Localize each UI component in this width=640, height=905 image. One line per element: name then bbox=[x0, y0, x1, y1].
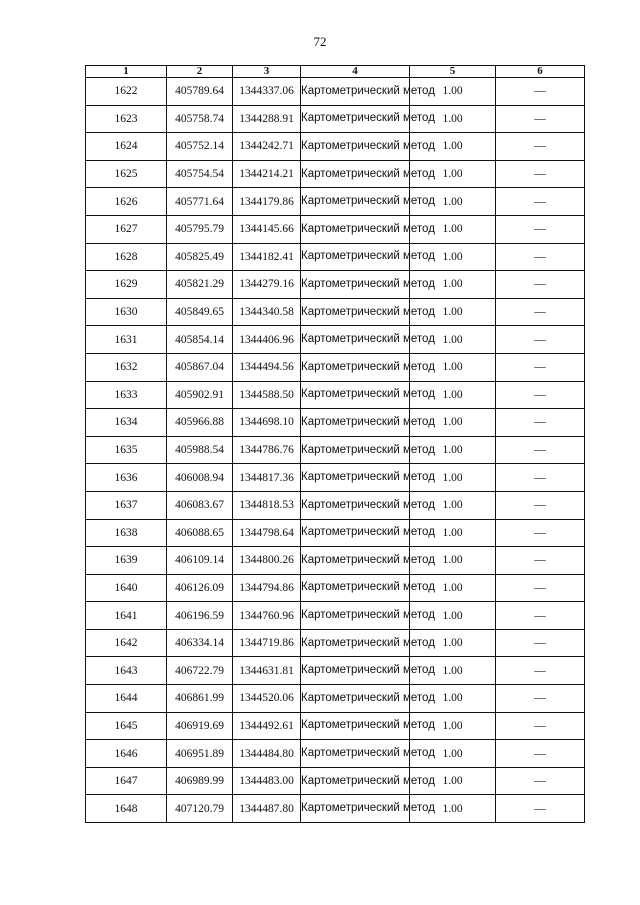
method-cell: Картометрический метод bbox=[301, 464, 410, 492]
precision-cell: 1.00 bbox=[410, 767, 496, 795]
y-coordinate-cell: 1344337.06 bbox=[233, 78, 301, 106]
point-number-cell: 1626 bbox=[86, 188, 167, 216]
method-cell: Картометрический метод bbox=[301, 712, 410, 740]
method-cell: Картометрический метод bbox=[301, 740, 410, 768]
table-row bbox=[86, 712, 585, 740]
y-coordinate-cell: 1344279.16 bbox=[233, 271, 301, 299]
precision-cell: 1.00 bbox=[410, 105, 496, 133]
note-cell: — bbox=[496, 712, 585, 740]
table-row bbox=[86, 519, 585, 547]
y-coordinate-cell: 1344214.21 bbox=[233, 160, 301, 188]
x-coordinate-cell: 406989.99 bbox=[167, 767, 233, 795]
x-coordinate-cell: 405795.79 bbox=[167, 215, 233, 243]
method-cell: Картометрический метод bbox=[301, 685, 410, 713]
note-cell: — bbox=[496, 381, 585, 409]
x-coordinate-cell: 406088.65 bbox=[167, 519, 233, 547]
x-coordinate-cell: 405789.64 bbox=[167, 78, 233, 106]
table-row bbox=[86, 685, 585, 713]
point-number-cell: 1624 bbox=[86, 133, 167, 161]
column-header: 4 bbox=[301, 66, 410, 78]
x-coordinate-cell: 406951.89 bbox=[167, 740, 233, 768]
note-cell: — bbox=[496, 133, 585, 161]
y-coordinate-cell: 1344719.86 bbox=[233, 629, 301, 657]
x-coordinate-cell: 406861.99 bbox=[167, 685, 233, 713]
table-row bbox=[86, 353, 585, 381]
page-number: 72 bbox=[313, 34, 327, 49]
precision-cell: 1.00 bbox=[410, 602, 496, 630]
note-cell: — bbox=[496, 464, 585, 492]
y-coordinate-cell: 1344145.66 bbox=[233, 215, 301, 243]
precision-cell: 1.00 bbox=[410, 629, 496, 657]
method-cell: Картометрический метод bbox=[301, 519, 410, 547]
column-header: 3 bbox=[233, 66, 301, 78]
note-cell: — bbox=[496, 436, 585, 464]
coordinates-table bbox=[85, 65, 585, 823]
x-coordinate-cell: 405754.54 bbox=[167, 160, 233, 188]
y-coordinate-cell: 1344484.80 bbox=[233, 740, 301, 768]
note-cell: — bbox=[496, 78, 585, 106]
note-cell: — bbox=[496, 547, 585, 575]
point-number-cell: 1635 bbox=[86, 436, 167, 464]
precision-cell: 1.00 bbox=[410, 381, 496, 409]
y-coordinate-cell: 1344631.81 bbox=[233, 657, 301, 685]
note-cell: — bbox=[496, 326, 585, 354]
table-row bbox=[86, 767, 585, 795]
point-number-cell: 1631 bbox=[86, 326, 167, 354]
precision-cell: 1.00 bbox=[410, 574, 496, 602]
point-number-cell: 1639 bbox=[86, 547, 167, 575]
point-number-cell: 1622 bbox=[86, 78, 167, 106]
note-cell: — bbox=[496, 519, 585, 547]
method-cell: Картометрический метод bbox=[301, 574, 410, 602]
point-number-cell: 1648 bbox=[86, 795, 167, 823]
point-number-cell: 1629 bbox=[86, 271, 167, 299]
precision-cell: 1.00 bbox=[410, 409, 496, 437]
column-header: 6 bbox=[496, 66, 585, 78]
point-number-cell: 1632 bbox=[86, 353, 167, 381]
note-cell: — bbox=[496, 491, 585, 519]
precision-cell: 1.00 bbox=[410, 519, 496, 547]
y-coordinate-cell: 1344340.58 bbox=[233, 298, 301, 326]
precision-cell: 1.00 bbox=[410, 657, 496, 685]
method-cell: Картометрический метод bbox=[301, 188, 410, 216]
y-coordinate-cell: 1344520.06 bbox=[233, 685, 301, 713]
y-coordinate-cell: 1344288.91 bbox=[233, 105, 301, 133]
table-row bbox=[86, 740, 585, 768]
point-number-cell: 1625 bbox=[86, 160, 167, 188]
table-row bbox=[86, 629, 585, 657]
x-coordinate-cell: 405771.64 bbox=[167, 188, 233, 216]
precision-cell: 1.00 bbox=[410, 271, 496, 299]
table-row bbox=[86, 574, 585, 602]
y-coordinate-cell: 1344798.64 bbox=[233, 519, 301, 547]
column-header: 1 bbox=[86, 66, 167, 78]
y-coordinate-cell: 1344492.61 bbox=[233, 712, 301, 740]
x-coordinate-cell: 406109.14 bbox=[167, 547, 233, 575]
point-number-cell: 1643 bbox=[86, 657, 167, 685]
note-cell: — bbox=[496, 271, 585, 299]
note-cell: — bbox=[496, 298, 585, 326]
point-number-cell: 1630 bbox=[86, 298, 167, 326]
y-coordinate-cell: 1344182.41 bbox=[233, 243, 301, 271]
method-cell: Картометрический метод bbox=[301, 767, 410, 795]
x-coordinate-cell: 405902.91 bbox=[167, 381, 233, 409]
point-number-cell: 1647 bbox=[86, 767, 167, 795]
note-cell: — bbox=[496, 105, 585, 133]
method-cell: Картометрический метод bbox=[301, 215, 410, 243]
table-row bbox=[86, 795, 585, 823]
x-coordinate-cell: 405825.49 bbox=[167, 243, 233, 271]
y-coordinate-cell: 1344494.56 bbox=[233, 353, 301, 381]
method-cell: Картометрический метод bbox=[301, 795, 410, 823]
y-coordinate-cell: 1344242.71 bbox=[233, 133, 301, 161]
x-coordinate-cell: 405752.14 bbox=[167, 133, 233, 161]
x-coordinate-cell: 406196.59 bbox=[167, 602, 233, 630]
y-coordinate-cell: 1344179.86 bbox=[233, 188, 301, 216]
note-cell: — bbox=[496, 685, 585, 713]
table-row bbox=[86, 215, 585, 243]
x-coordinate-cell: 405966.88 bbox=[167, 409, 233, 437]
method-cell: Картометрический метод bbox=[301, 491, 410, 519]
precision-cell: 1.00 bbox=[410, 491, 496, 519]
note-cell: — bbox=[496, 188, 585, 216]
table-row bbox=[86, 160, 585, 188]
x-coordinate-cell: 407120.79 bbox=[167, 795, 233, 823]
method-cell: Картометрический метод bbox=[301, 409, 410, 437]
x-coordinate-cell: 406722.79 bbox=[167, 657, 233, 685]
table-row bbox=[86, 491, 585, 519]
method-cell: Картометрический метод bbox=[301, 78, 410, 106]
table-row bbox=[86, 271, 585, 299]
point-number-cell: 1633 bbox=[86, 381, 167, 409]
note-cell: — bbox=[496, 215, 585, 243]
point-number-cell: 1641 bbox=[86, 602, 167, 630]
method-cell: Картометрический метод bbox=[301, 436, 410, 464]
precision-cell: 1.00 bbox=[410, 160, 496, 188]
method-cell: Картометрический метод bbox=[301, 298, 410, 326]
point-number-cell: 1637 bbox=[86, 491, 167, 519]
method-cell: Картометрический метод bbox=[301, 602, 410, 630]
table-row bbox=[86, 188, 585, 216]
table-row bbox=[86, 133, 585, 161]
note-cell: — bbox=[496, 602, 585, 630]
y-coordinate-cell: 1344800.26 bbox=[233, 547, 301, 575]
note-cell: — bbox=[496, 767, 585, 795]
note-cell: — bbox=[496, 243, 585, 271]
table-row bbox=[86, 381, 585, 409]
method-cell: Картометрический метод bbox=[301, 353, 410, 381]
y-coordinate-cell: 1344818.53 bbox=[233, 491, 301, 519]
method-cell: Картометрический метод bbox=[301, 629, 410, 657]
column-header: 5 bbox=[410, 66, 496, 78]
point-number-cell: 1638 bbox=[86, 519, 167, 547]
x-coordinate-cell: 406334.14 bbox=[167, 629, 233, 657]
point-number-cell: 1646 bbox=[86, 740, 167, 768]
note-cell: — bbox=[496, 657, 585, 685]
x-coordinate-cell: 405758.74 bbox=[167, 105, 233, 133]
note-cell: — bbox=[496, 409, 585, 437]
x-coordinate-cell: 405849.65 bbox=[167, 298, 233, 326]
column-header: 2 bbox=[167, 66, 233, 78]
method-cell: Картометрический метод bbox=[301, 133, 410, 161]
y-coordinate-cell: 1344817.36 bbox=[233, 464, 301, 492]
precision-cell: 1.00 bbox=[410, 464, 496, 492]
note-cell: — bbox=[496, 353, 585, 381]
table-row bbox=[86, 602, 585, 630]
y-coordinate-cell: 1344483.00 bbox=[233, 767, 301, 795]
note-cell: — bbox=[496, 160, 585, 188]
precision-cell: 1.00 bbox=[410, 436, 496, 464]
method-cell: Картометрический метод bbox=[301, 243, 410, 271]
note-cell: — bbox=[496, 740, 585, 768]
y-coordinate-cell: 1344588.50 bbox=[233, 381, 301, 409]
precision-cell: 1.00 bbox=[410, 243, 496, 271]
table-row bbox=[86, 78, 585, 106]
table-row bbox=[86, 326, 585, 354]
x-coordinate-cell: 405821.29 bbox=[167, 271, 233, 299]
table-header-row bbox=[86, 66, 585, 78]
precision-cell: 1.00 bbox=[410, 326, 496, 354]
precision-cell: 1.00 bbox=[410, 298, 496, 326]
x-coordinate-cell: 405854.14 bbox=[167, 326, 233, 354]
precision-cell: 1.00 bbox=[410, 740, 496, 768]
point-number-cell: 1627 bbox=[86, 215, 167, 243]
method-cell: Картометрический метод bbox=[301, 381, 410, 409]
point-number-cell: 1642 bbox=[86, 629, 167, 657]
y-coordinate-cell: 1344786.76 bbox=[233, 436, 301, 464]
point-number-cell: 1640 bbox=[86, 574, 167, 602]
precision-cell: 1.00 bbox=[410, 188, 496, 216]
table-row bbox=[86, 409, 585, 437]
y-coordinate-cell: 1344794.86 bbox=[233, 574, 301, 602]
precision-cell: 1.00 bbox=[410, 78, 496, 106]
point-number-cell: 1628 bbox=[86, 243, 167, 271]
method-cell: Картометрический метод bbox=[301, 160, 410, 188]
table-row bbox=[86, 243, 585, 271]
y-coordinate-cell: 1344487.80 bbox=[233, 795, 301, 823]
y-coordinate-cell: 1344760.96 bbox=[233, 602, 301, 630]
y-coordinate-cell: 1344406.96 bbox=[233, 326, 301, 354]
precision-cell: 1.00 bbox=[410, 215, 496, 243]
point-number-cell: 1623 bbox=[86, 105, 167, 133]
precision-cell: 1.00 bbox=[410, 133, 496, 161]
precision-cell: 1.00 bbox=[410, 547, 496, 575]
note-cell: — bbox=[496, 629, 585, 657]
precision-cell: 1.00 bbox=[410, 795, 496, 823]
method-cell: Картометрический метод bbox=[301, 105, 410, 133]
table-row bbox=[86, 547, 585, 575]
note-cell: — bbox=[496, 574, 585, 602]
point-number-cell: 1645 bbox=[86, 712, 167, 740]
table-row bbox=[86, 657, 585, 685]
method-cell: Картометрический метод bbox=[301, 326, 410, 354]
method-cell: Картометрический метод bbox=[301, 657, 410, 685]
x-coordinate-cell: 406083.67 bbox=[167, 491, 233, 519]
note-cell: — bbox=[496, 795, 585, 823]
precision-cell: 1.00 bbox=[410, 353, 496, 381]
table-row bbox=[86, 105, 585, 133]
precision-cell: 1.00 bbox=[410, 712, 496, 740]
method-cell: Картометрический метод bbox=[301, 271, 410, 299]
point-number-cell: 1644 bbox=[86, 685, 167, 713]
table-row bbox=[86, 298, 585, 326]
x-coordinate-cell: 405867.04 bbox=[167, 353, 233, 381]
table-row bbox=[86, 464, 585, 492]
x-coordinate-cell: 406008.94 bbox=[167, 464, 233, 492]
y-coordinate-cell: 1344698.10 bbox=[233, 409, 301, 437]
table-row bbox=[86, 436, 585, 464]
point-number-cell: 1636 bbox=[86, 464, 167, 492]
x-coordinate-cell: 405988.54 bbox=[167, 436, 233, 464]
x-coordinate-cell: 406126.09 bbox=[167, 574, 233, 602]
point-number-cell: 1634 bbox=[86, 409, 167, 437]
method-cell: Картометрический метод bbox=[301, 547, 410, 575]
x-coordinate-cell: 406919.69 bbox=[167, 712, 233, 740]
precision-cell: 1.00 bbox=[410, 685, 496, 713]
